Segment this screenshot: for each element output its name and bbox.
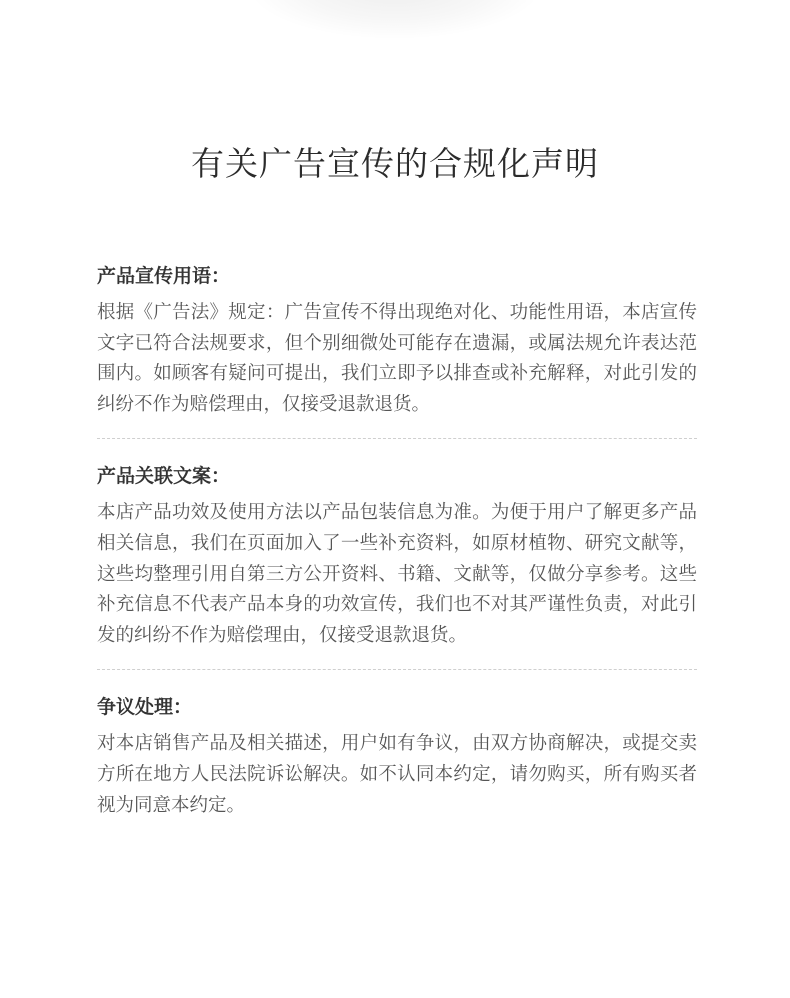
section-heading: 产品宣传用语： xyxy=(97,265,231,287)
dashed-divider xyxy=(97,438,697,439)
section-body: 根据《广告法》规定：广告宣传不得出现绝对化、功能性用语，本店宣传文字已符合法规要求，但个别细微处可能存在遗漏，或属法规允许表达范围内。如顾客有疑问可提出，我们立即予以排查或补充解释，对此引发的纠纷不作为赔偿理由，仅接受退款退货。 xyxy=(97,302,697,415)
section-product-promotion xyxy=(97,262,697,420)
section-heading: 争议处理： xyxy=(97,696,193,719)
section-body: 对本店销售产品及相关描述，用户如有争议，由双方协商解决，或提交卖方所在地方人民法院诉讼解决。如不认同本约定，请勿购买，所有购买者视为同意本约定。 xyxy=(97,733,697,816)
statement-content xyxy=(97,262,697,821)
section-dispute-resolution xyxy=(97,693,697,821)
section-body: 本店产品功效及使用方法以产品包装信息为准。为便于用户了解更多产品相关信息，我们在页面加入了一些补充资料，如原材植物、研究文献等，这些均整理引用自第三方公开资料、书籍、文献等，仅做分享参考。这些补充信息不代表产品本身的功效宣传，我们也不对其严谨性负责，对此引发的纠纷不作为赔偿理由，仅接受退款退货。 xyxy=(97,502,697,646)
top-decorative-shadow xyxy=(245,0,545,40)
section-heading: 产品关联文案： xyxy=(97,465,231,488)
page-title: 有关广告宣传的合规化声明 xyxy=(191,144,599,183)
section-related-copy xyxy=(97,462,697,651)
dashed-divider xyxy=(97,669,697,670)
